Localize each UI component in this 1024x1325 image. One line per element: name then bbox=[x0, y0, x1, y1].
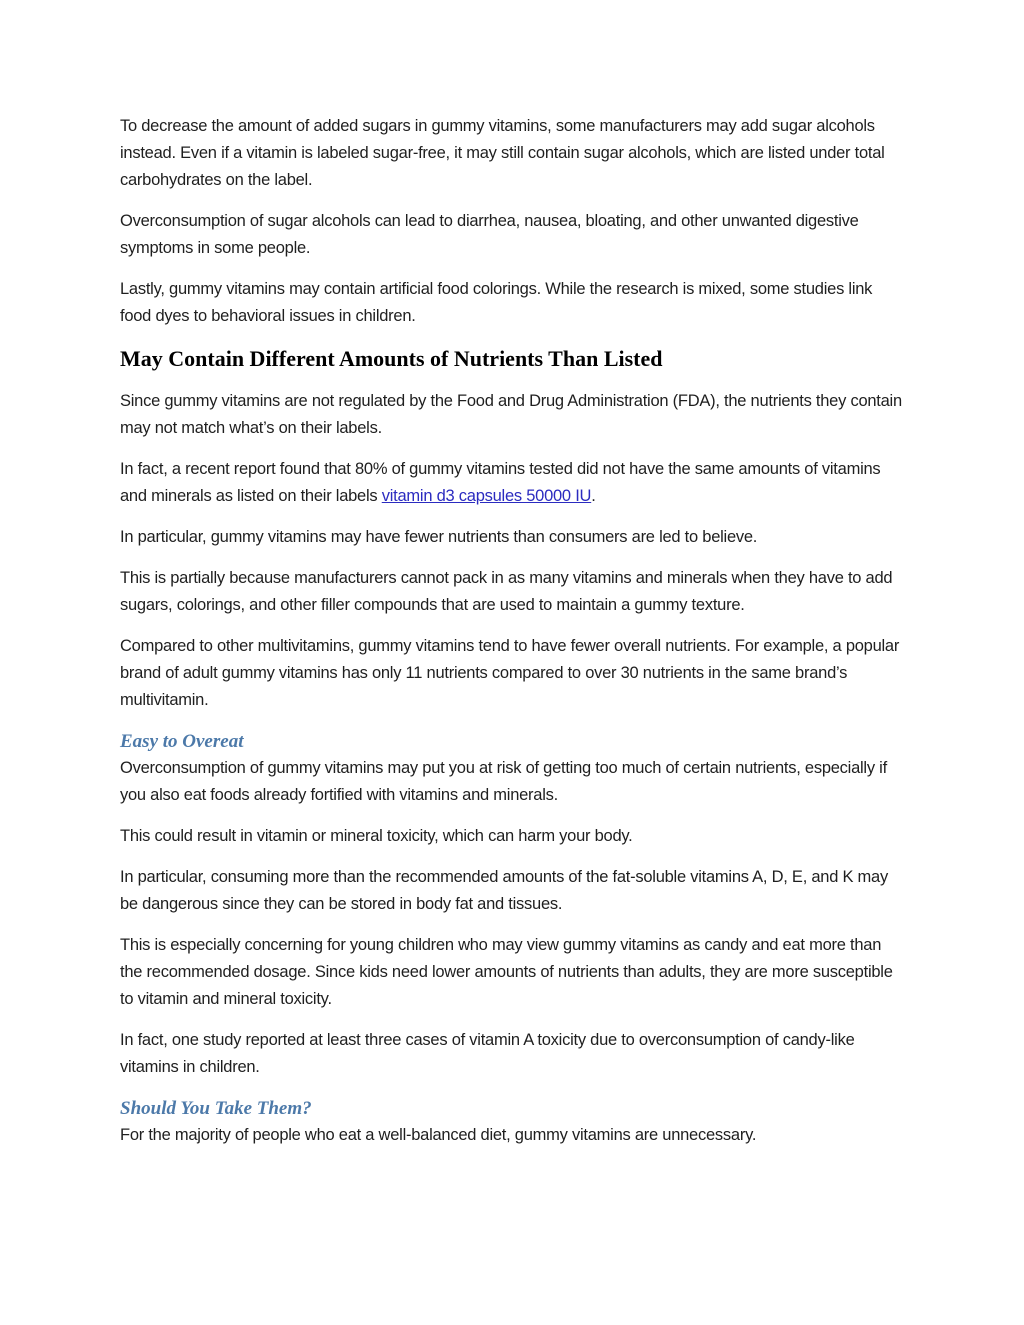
paragraph-filler-compounds: This is partially because manufacturers cannot pack in as many vitamins and minerals when they have to add sugars, colorings, and other filler compounds that are used to maintain a gummy texture. bbox=[120, 569, 893, 614]
paragraph-overconsumption-symptoms: Overconsumption of sugar alcohols can lead to diarrhea, nausea, bloating, and other unwanted digestive symptoms in some people. bbox=[120, 212, 859, 257]
section-heading-nutrient-amounts: May Contain Different Amounts of Nutrients Than Listed bbox=[120, 346, 663, 371]
paragraph-fewer-nutrients: In particular, gummy vitamins may have fewer nutrients than consumers are led to believe. bbox=[120, 528, 758, 546]
paragraph-fda-regulation: Since gummy vitamins are not regulated by the Food and Drug Administration (FDA), the nutrients they contain may not match what’s on their labels. bbox=[120, 392, 902, 437]
paragraph-sugar-alcohols: To decrease the amount of added sugars in gummy vitamins, some manufacturers may add sugar alcohols instead. Even if a vitamin is labeled sugar-free, it may still contain sugar alcohols, which are listed under total carbohydrates on the label. bbox=[120, 117, 885, 189]
paragraph-overconsumption-risk: Overconsumption of gummy vitamins may put you at risk of getting too much of certain nutrients, especially if you also eat foods already fortified with vitamins and minerals. bbox=[120, 759, 887, 804]
paragraph-text-before-link: In fact, a recent report found that 80% of gummy vitamins tested did not have the same amounts of vitamins and minerals as listed on their labels bbox=[120, 460, 881, 505]
paragraph-vitamin-a-toxicity-study: In fact, one study reported at least three cases of vitamin A toxicity due to overconsumption of candy-like vitamins in children. bbox=[120, 1031, 855, 1076]
paragraph-nutrient-comparison: Compared to other multivitamins, gummy vitamins tend to have fewer overall nutrients. For example, a popular brand of adult gummy vitamins has only 11 nutrients compared to over 30 nutrients in the same brand’s multivitamin. bbox=[120, 637, 900, 709]
paragraph-toxicity-harm: This could result in vitamin or mineral toxicity, which can harm your body. bbox=[120, 827, 633, 845]
paragraph-young-children-risk: This is especially concerning for young children who may view gummy vitamins as candy and eat more than the recommended dosage. Since kids need lower amounts of nutrients than adults, they are more susceptible to vitamin and mineral toxicity. bbox=[120, 936, 893, 1008]
paragraph-fat-soluble-vitamins: In particular, consuming more than the recommended amounts of the fat-soluble vitamins A, D, E, and K may be dangerous since they can be stored in body fat and tissues. bbox=[120, 868, 888, 913]
paragraph-report-with-link bbox=[120, 456, 906, 510]
paragraph-text-after-link: . bbox=[591, 487, 596, 505]
paragraph-food-colorings: Lastly, gummy vitamins may contain artificial food colorings. While the research is mixed, some studies link food dyes to behavioral issues in children. bbox=[120, 280, 873, 325]
subheading-easy-to-overeat: Easy to Overeat bbox=[120, 731, 244, 752]
paragraph-conclusion-unnecessary: For the majority of people who eat a well-balanced diet, gummy vitamins are unnecessary. bbox=[120, 1126, 757, 1144]
subheading-should-you-take-them: Should You Take Them? bbox=[120, 1098, 312, 1119]
vitamin-d3-capsules-link[interactable]: vitamin d3 capsules 50000 IU bbox=[381, 487, 592, 505]
